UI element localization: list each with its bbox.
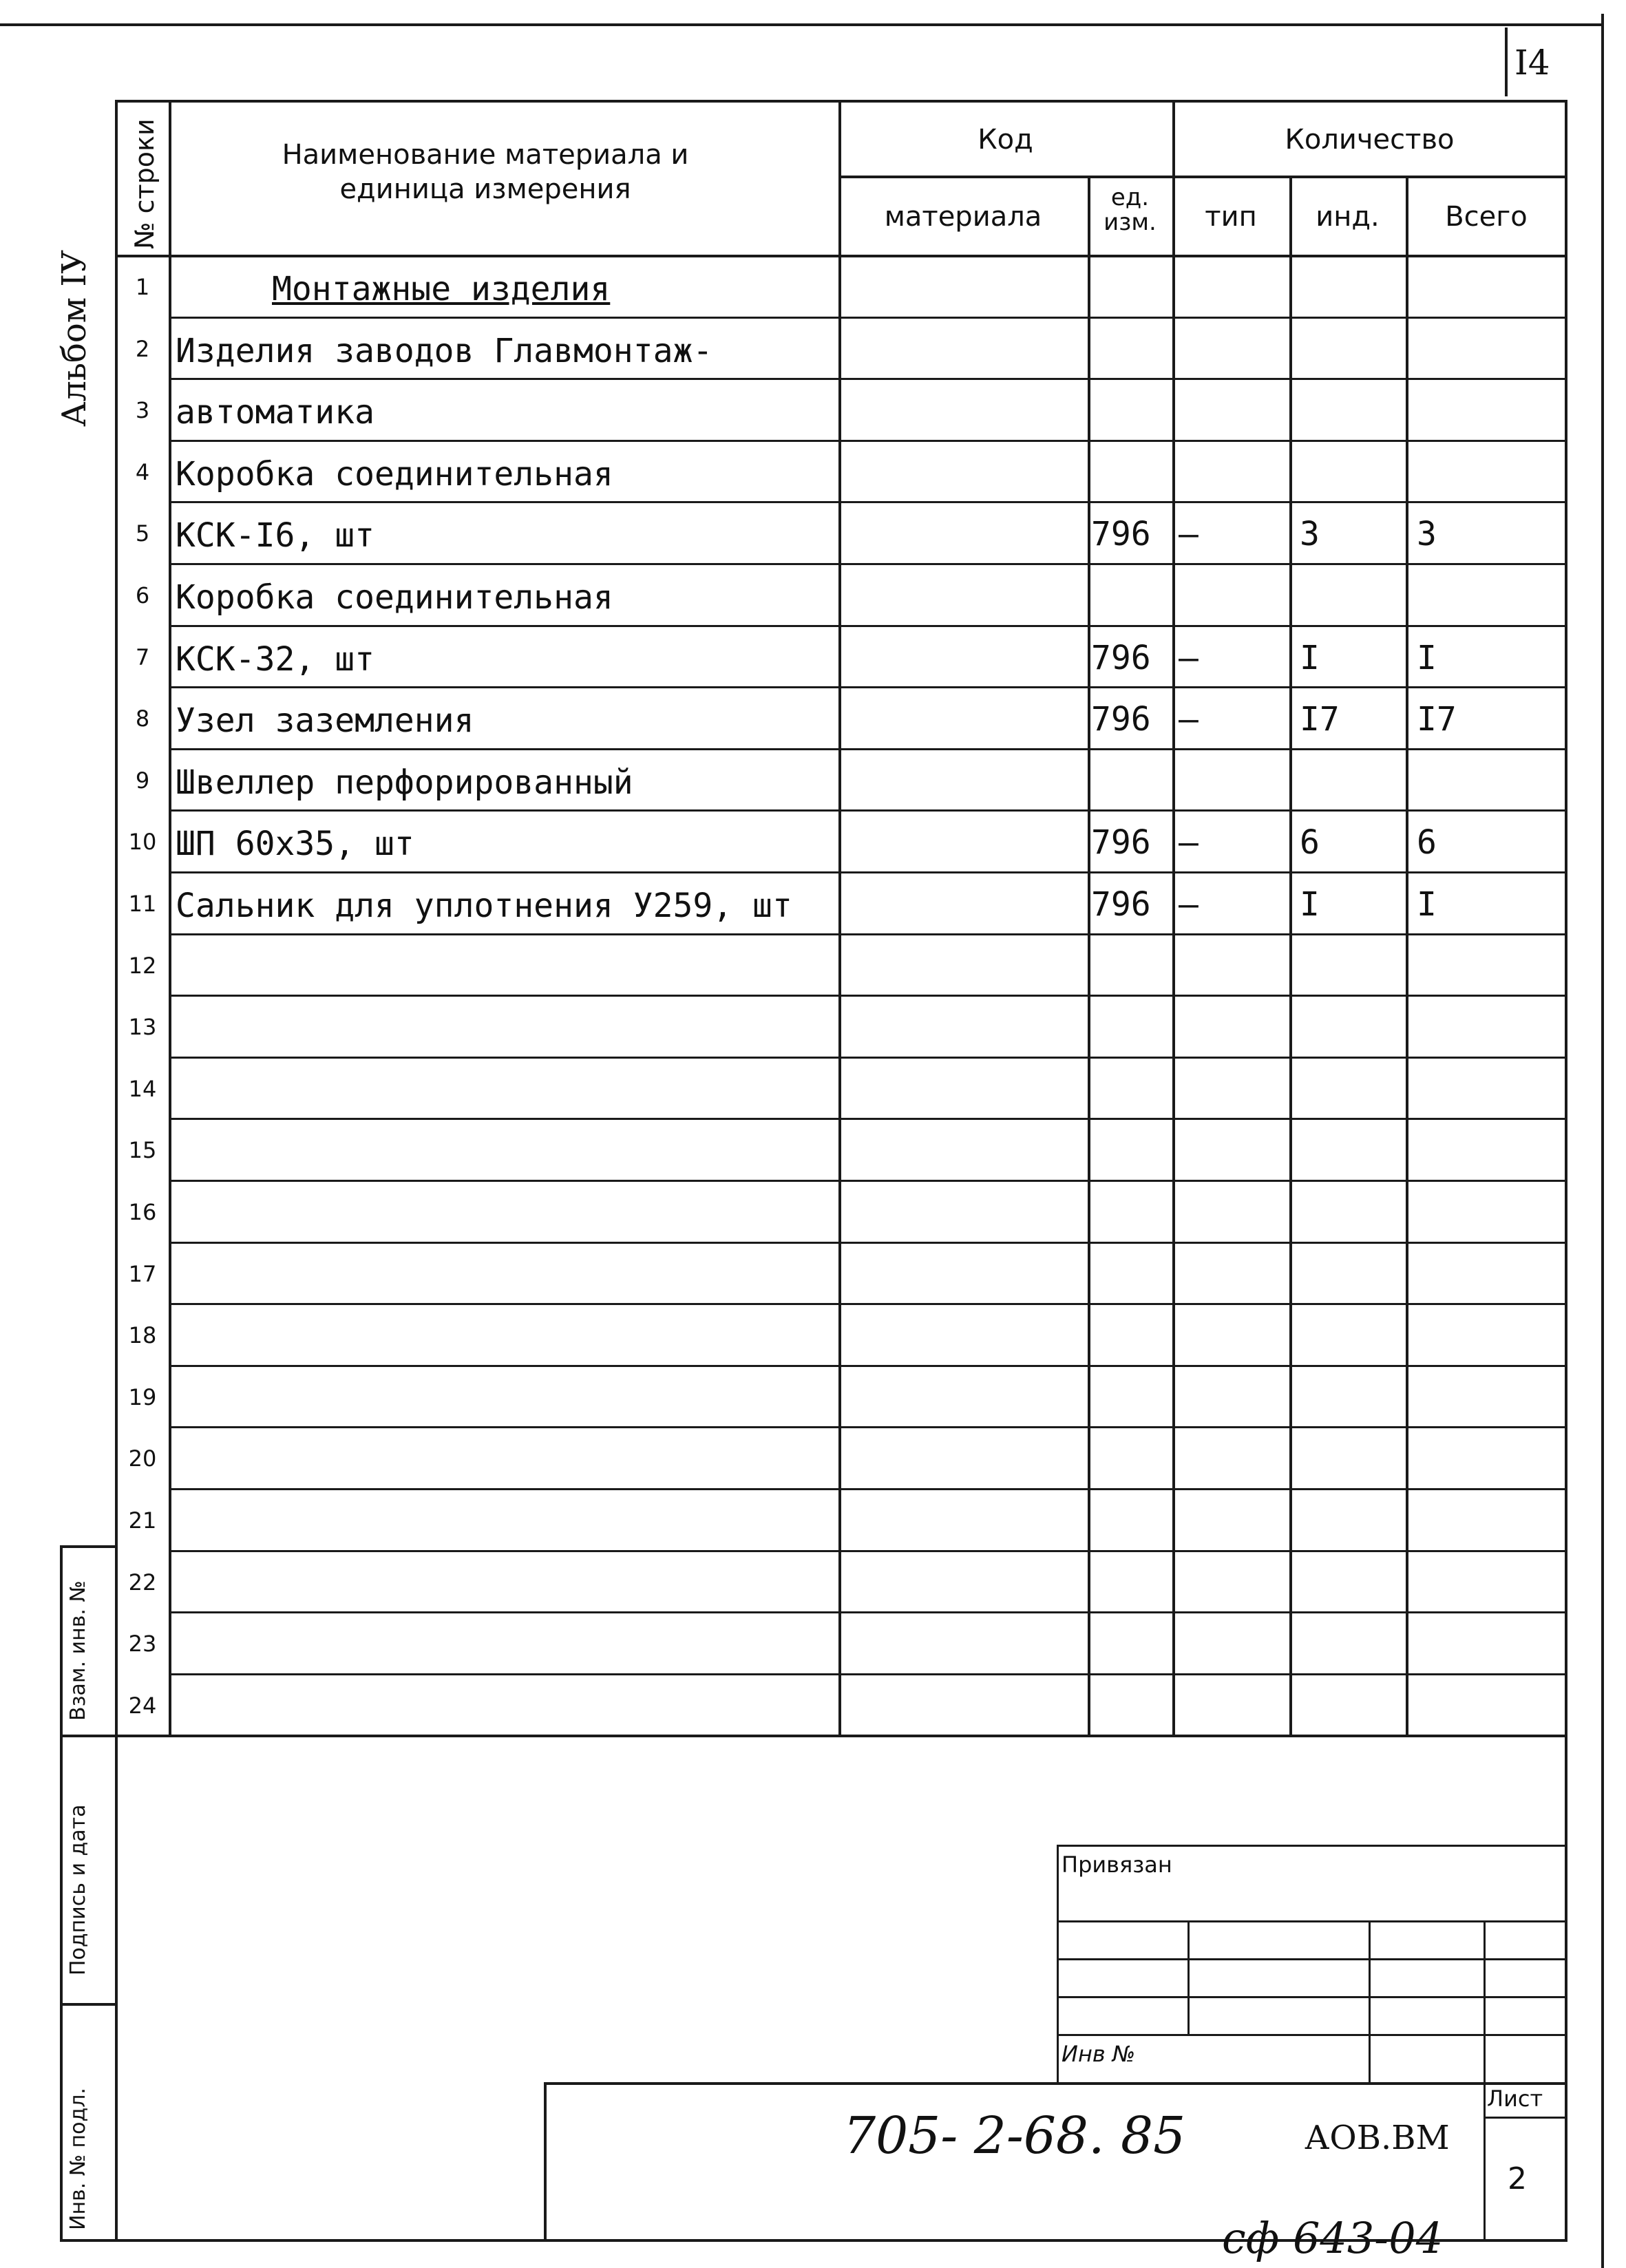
col-line-type <box>1289 176 1292 1735</box>
inv-no-label: Инв № <box>1062 2041 1136 2067</box>
row-name: Коробка соединительная <box>176 578 613 617</box>
row-number: 13 <box>128 1014 157 1041</box>
row-unit: 796 <box>1091 823 1151 862</box>
row-separator <box>169 1057 1567 1059</box>
row-ind: 3 <box>1300 515 1320 554</box>
sheet-label: Лист <box>1487 2086 1543 2112</box>
privyazan-line5 <box>1057 2034 1567 2036</box>
header-code: Код <box>978 124 1033 156</box>
header-quantity: Количество <box>1285 124 1455 156</box>
row-number: 10 <box>128 829 157 856</box>
row-number: 24 <box>128 1692 157 1719</box>
row-number: 16 <box>128 1199 157 1225</box>
privyazan-label: Привязан <box>1062 1852 1172 1878</box>
privyazan-line3 <box>1057 1958 1567 1960</box>
code-block-top-line <box>544 2082 1567 2085</box>
row-name: КСК-I6, шт <box>176 516 374 555</box>
privyazan-col2 <box>1369 1920 1371 2082</box>
row-name: КСК-32, шт <box>176 639 374 679</box>
page-number: I4 <box>1514 43 1550 83</box>
row-separator <box>169 1118 1567 1120</box>
sheet-box-left-line <box>1484 2082 1486 2240</box>
row-name: ШП 60х35, шт <box>176 825 414 864</box>
row-separator <box>169 1673 1567 1675</box>
header-code-unit: ед. изм. <box>1104 184 1157 236</box>
row-total: 6 <box>1417 823 1437 862</box>
row-separator <box>169 933 1567 935</box>
row-number: 22 <box>128 1569 157 1596</box>
row-unit: 796 <box>1091 885 1151 924</box>
privyazan-col1 <box>1187 1920 1190 2034</box>
row-type: – <box>1179 515 1199 554</box>
row-name: Коробка соединительная <box>176 454 613 494</box>
privyazan-col3 <box>1484 1920 1486 2082</box>
row-separator <box>169 1365 1567 1367</box>
side-panel-sep2 <box>60 2003 115 2006</box>
row-name: автоматика <box>176 393 374 432</box>
row-separator <box>169 686 1567 688</box>
row-number: 3 <box>135 397 150 424</box>
table-right-line <box>1565 100 1567 2240</box>
sheet-box-mid-line <box>1484 2117 1567 2119</box>
row-number: 11 <box>128 891 157 917</box>
code-block-left-line <box>544 2082 547 2240</box>
row-number: 19 <box>128 1384 157 1410</box>
row-separator <box>169 1611 1567 1613</box>
header-qty-ind: инд. <box>1316 201 1380 233</box>
row-number: 1 <box>135 274 150 300</box>
header-bottom-line <box>115 255 1567 257</box>
side-panel-top-line <box>60 1545 115 1548</box>
row-number: 5 <box>135 520 150 547</box>
header-qty-total: Всего <box>1445 201 1528 233</box>
row-separator <box>169 871 1567 873</box>
row-name: Швеллер перфорированный <box>176 763 633 802</box>
side-label-inv-podl: Инв. № подл. <box>66 2088 90 2230</box>
row-separator <box>169 1180 1567 1182</box>
doc-mark: АОВ.ВМ <box>1305 2119 1450 2157</box>
row-name: Изделия заводов Главмонтаж- <box>176 331 713 370</box>
privyazan-line4 <box>1057 1996 1567 1998</box>
side-label-podpis: Подпись и дата <box>66 1804 90 1975</box>
row-number: 17 <box>128 1260 157 1287</box>
row-number: 4 <box>135 458 150 485</box>
row-separator <box>169 1426 1567 1428</box>
header-split-line <box>838 176 1567 178</box>
col-line-ind <box>1406 176 1408 1735</box>
row-number: 7 <box>135 644 150 670</box>
row-ind: 6 <box>1300 823 1320 862</box>
privyazan-line2 <box>1057 1920 1567 1922</box>
row-separator <box>169 317 1567 319</box>
right-border-line <box>1601 14 1604 2268</box>
page-number-box-left <box>1505 28 1508 96</box>
header-name: Наименование материала и единица измерения <box>282 139 689 205</box>
header-code-material: материала <box>884 201 1042 233</box>
privyazan-top-line <box>1057 1845 1567 1847</box>
row-name: Монтажные изделия <box>272 270 611 308</box>
row-separator <box>169 378 1567 380</box>
row-separator <box>169 625 1567 627</box>
table-left-line <box>115 100 118 2240</box>
row-name: Сальник для уплотнения У259, шт <box>176 887 792 925</box>
col-line-material <box>1088 176 1090 1735</box>
header-qty-type: тип <box>1205 201 1257 233</box>
row-number: 12 <box>128 952 157 979</box>
row-unit: 796 <box>1091 700 1151 739</box>
row-number: 15 <box>128 1137 157 1164</box>
row-name: Узел заземления <box>176 701 474 741</box>
row-separator <box>169 748 1567 750</box>
row-separator <box>169 995 1567 997</box>
row-ind: I <box>1300 885 1320 924</box>
row-total: I <box>1417 638 1437 677</box>
row-type: – <box>1179 700 1199 739</box>
row-ind: I7 <box>1300 700 1340 739</box>
row-number: 23 <box>128 1631 157 1657</box>
side-label-vzam: Взам. инв. № <box>66 1580 90 1721</box>
row-total: I <box>1417 885 1437 924</box>
row-total: I7 <box>1417 700 1457 739</box>
side-panel-left-line <box>60 1545 63 2240</box>
row-separator <box>169 501 1567 503</box>
row-ind: I <box>1300 638 1320 677</box>
side-panel-sep1 <box>60 1735 115 1737</box>
row-number: 21 <box>128 1507 157 1534</box>
row-separator <box>169 563 1567 565</box>
row-separator <box>169 809 1567 812</box>
row-number: 8 <box>135 706 150 732</box>
row-number: 14 <box>128 1075 157 1102</box>
row-unit: 796 <box>1091 638 1151 677</box>
row-number: 9 <box>135 767 150 794</box>
doc-code: 705- 2-68. 85 <box>843 2106 1186 2165</box>
row-separator <box>169 440 1567 442</box>
row-number: 6 <box>135 582 150 608</box>
sheet-number: 2 <box>1508 2161 1527 2196</box>
album-label: Альбом IУ <box>55 249 94 427</box>
row-separator <box>169 1550 1567 1552</box>
header-row-no: № строки <box>129 118 160 249</box>
table-top-line <box>115 100 1567 103</box>
privyazan-left-line <box>1057 1845 1059 2082</box>
row-total: 3 <box>1417 515 1437 554</box>
table-bottom-line <box>115 1735 1567 1737</box>
row-type: – <box>1179 638 1199 677</box>
row-number: 20 <box>128 1445 157 1472</box>
row-unit: 796 <box>1091 515 1151 554</box>
row-separator <box>169 1488 1567 1490</box>
row-separator <box>169 1303 1567 1305</box>
row-type: – <box>1179 885 1199 924</box>
bottom-note: сф 643-04 <box>1222 2213 1444 2263</box>
row-number: 2 <box>135 335 150 362</box>
row-separator <box>169 1242 1567 1244</box>
top-border-line <box>0 23 1604 26</box>
row-type: – <box>1179 823 1199 862</box>
row-number: 18 <box>128 1322 157 1349</box>
